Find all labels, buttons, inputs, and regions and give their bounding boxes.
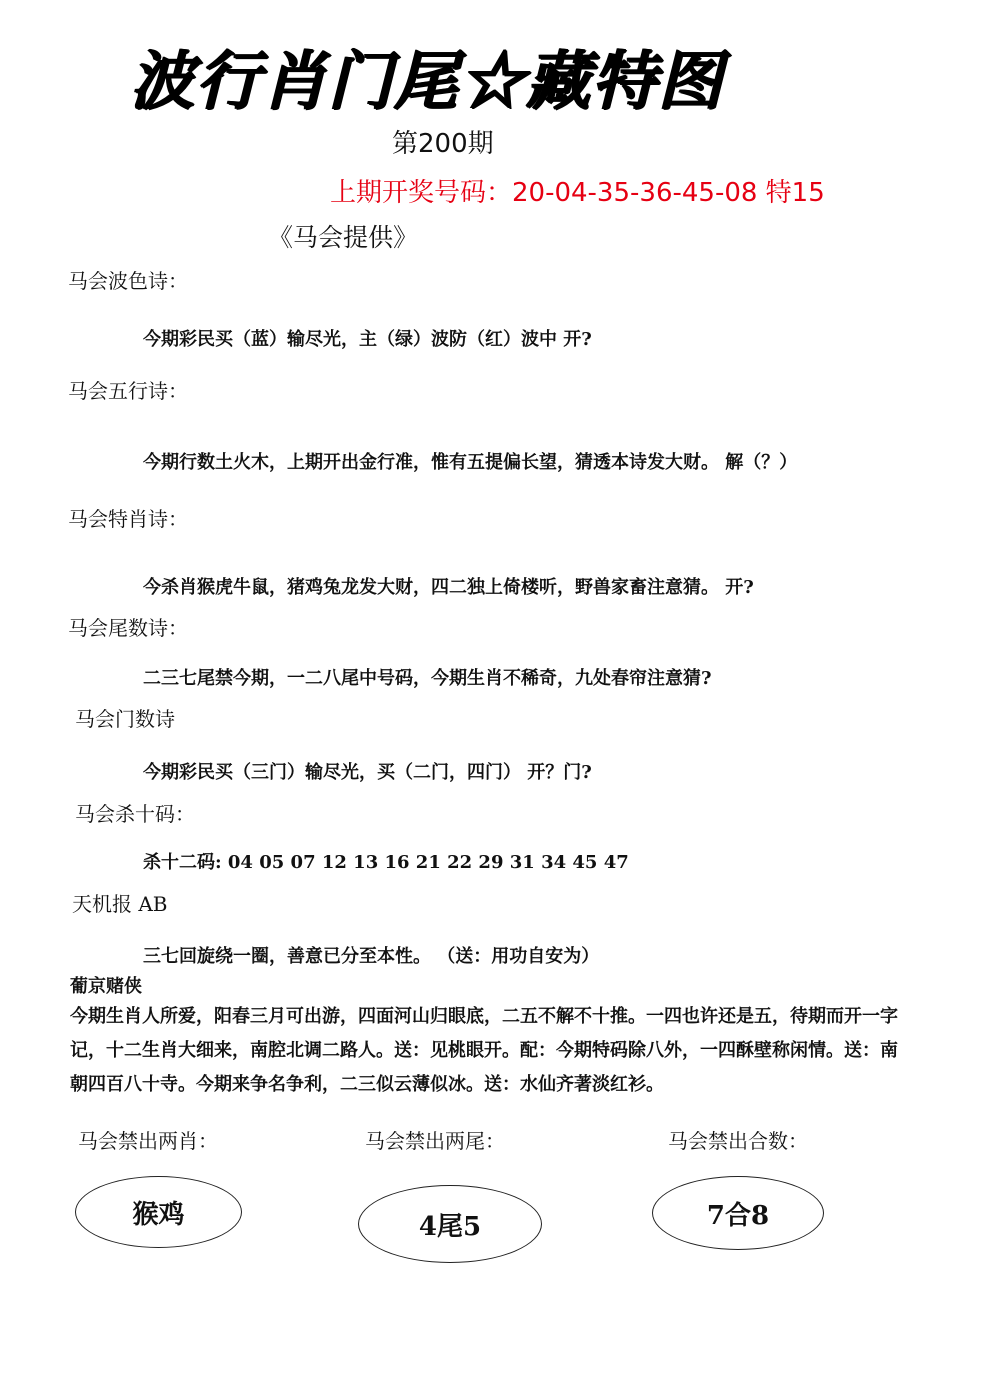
section-heading-five-elements: 马会五行诗： — [68, 379, 188, 403]
section-heading-kill-ten: 马会杀十码： — [75, 802, 195, 826]
pujing-text: 今期生肖人所爱，阳春三月可出游，四面河山归眼底，二五不解不十推。一四也许还是五，待期而开一字记，十二生肖大细来，南腔北调二路人。送：见桃眼开。配：今期特码除八外，一四酥壁称闲情。送：南朝四百八十寺。今期来争名争利，二三似云薄似冰。送：水仙齐著淡红衫。 — [70, 1006, 898, 1095]
ban-label-tail: 马会禁出两尾： — [365, 1129, 505, 1153]
provider-label: 《马会提供》 — [268, 223, 419, 252]
ban-label-zodiac: 马会禁出两肖： — [78, 1129, 218, 1153]
section-line-special-zodiac: 今杀肖猴虎牛鼠，猪鸡兔龙发大财，四二独上倚楼听，野兽家畜注意猜。 开? — [143, 577, 754, 598]
ban-value-zodiac-text: 猴鸡 — [132, 1199, 185, 1230]
section-line-five-elements: 今期行数土火木，上期开出金行准，惟有五提偏长望，猜透本诗发大财。 解（？） — [143, 452, 798, 473]
last-draw-numbers: 上期开奖号码：20-04-35-36-45-08 特15 — [330, 178, 825, 208]
section-line-wave-color: 今期彩民买（蓝）输尽光，主（绿）波防（红）波中 开? — [143, 329, 592, 350]
section-heading-tianji: 天机报 AB — [72, 892, 168, 916]
section-heading-tail-number: 马会尾数诗： — [68, 616, 188, 640]
issue-number: 第200期 — [392, 129, 494, 159]
ban-value-tail-text: 4尾5 — [418, 1211, 482, 1242]
ban-value-zodiac — [75, 1176, 242, 1248]
page-title: 波行肖门尾☆藏特图 — [130, 44, 724, 119]
section-line-tianji: 三七回旋绕一圈，善意已分至本性。 （送：用功自安为） — [143, 946, 600, 967]
section-heading-door-number: 马会门数诗 — [75, 707, 175, 731]
ban-value-sum — [652, 1176, 824, 1250]
section-line-kill-ten: 杀十二码: 04 05 07 12 13 16 21 22 29 31 34 45 47 — [143, 852, 629, 873]
ban-label-sum: 马会禁出合数： — [668, 1129, 808, 1153]
pujing-heading: 葡京赌侠 — [70, 976, 142, 997]
ban-value-sum-text: 7合8 — [706, 1200, 770, 1231]
section-heading-special-zodiac: 马会特肖诗： — [68, 507, 188, 531]
section-heading-wave-color: 马会波色诗： — [68, 269, 188, 293]
section-line-door-number: 今期彩民买（三门）输尽光，买（二门，四门） 开？门? — [143, 762, 592, 783]
ban-value-tail — [358, 1185, 542, 1263]
section-line-tail-number: 二三七尾禁今期，一二八尾中号码，今期生肖不稀奇，九处春帘注意猜? — [143, 668, 712, 689]
